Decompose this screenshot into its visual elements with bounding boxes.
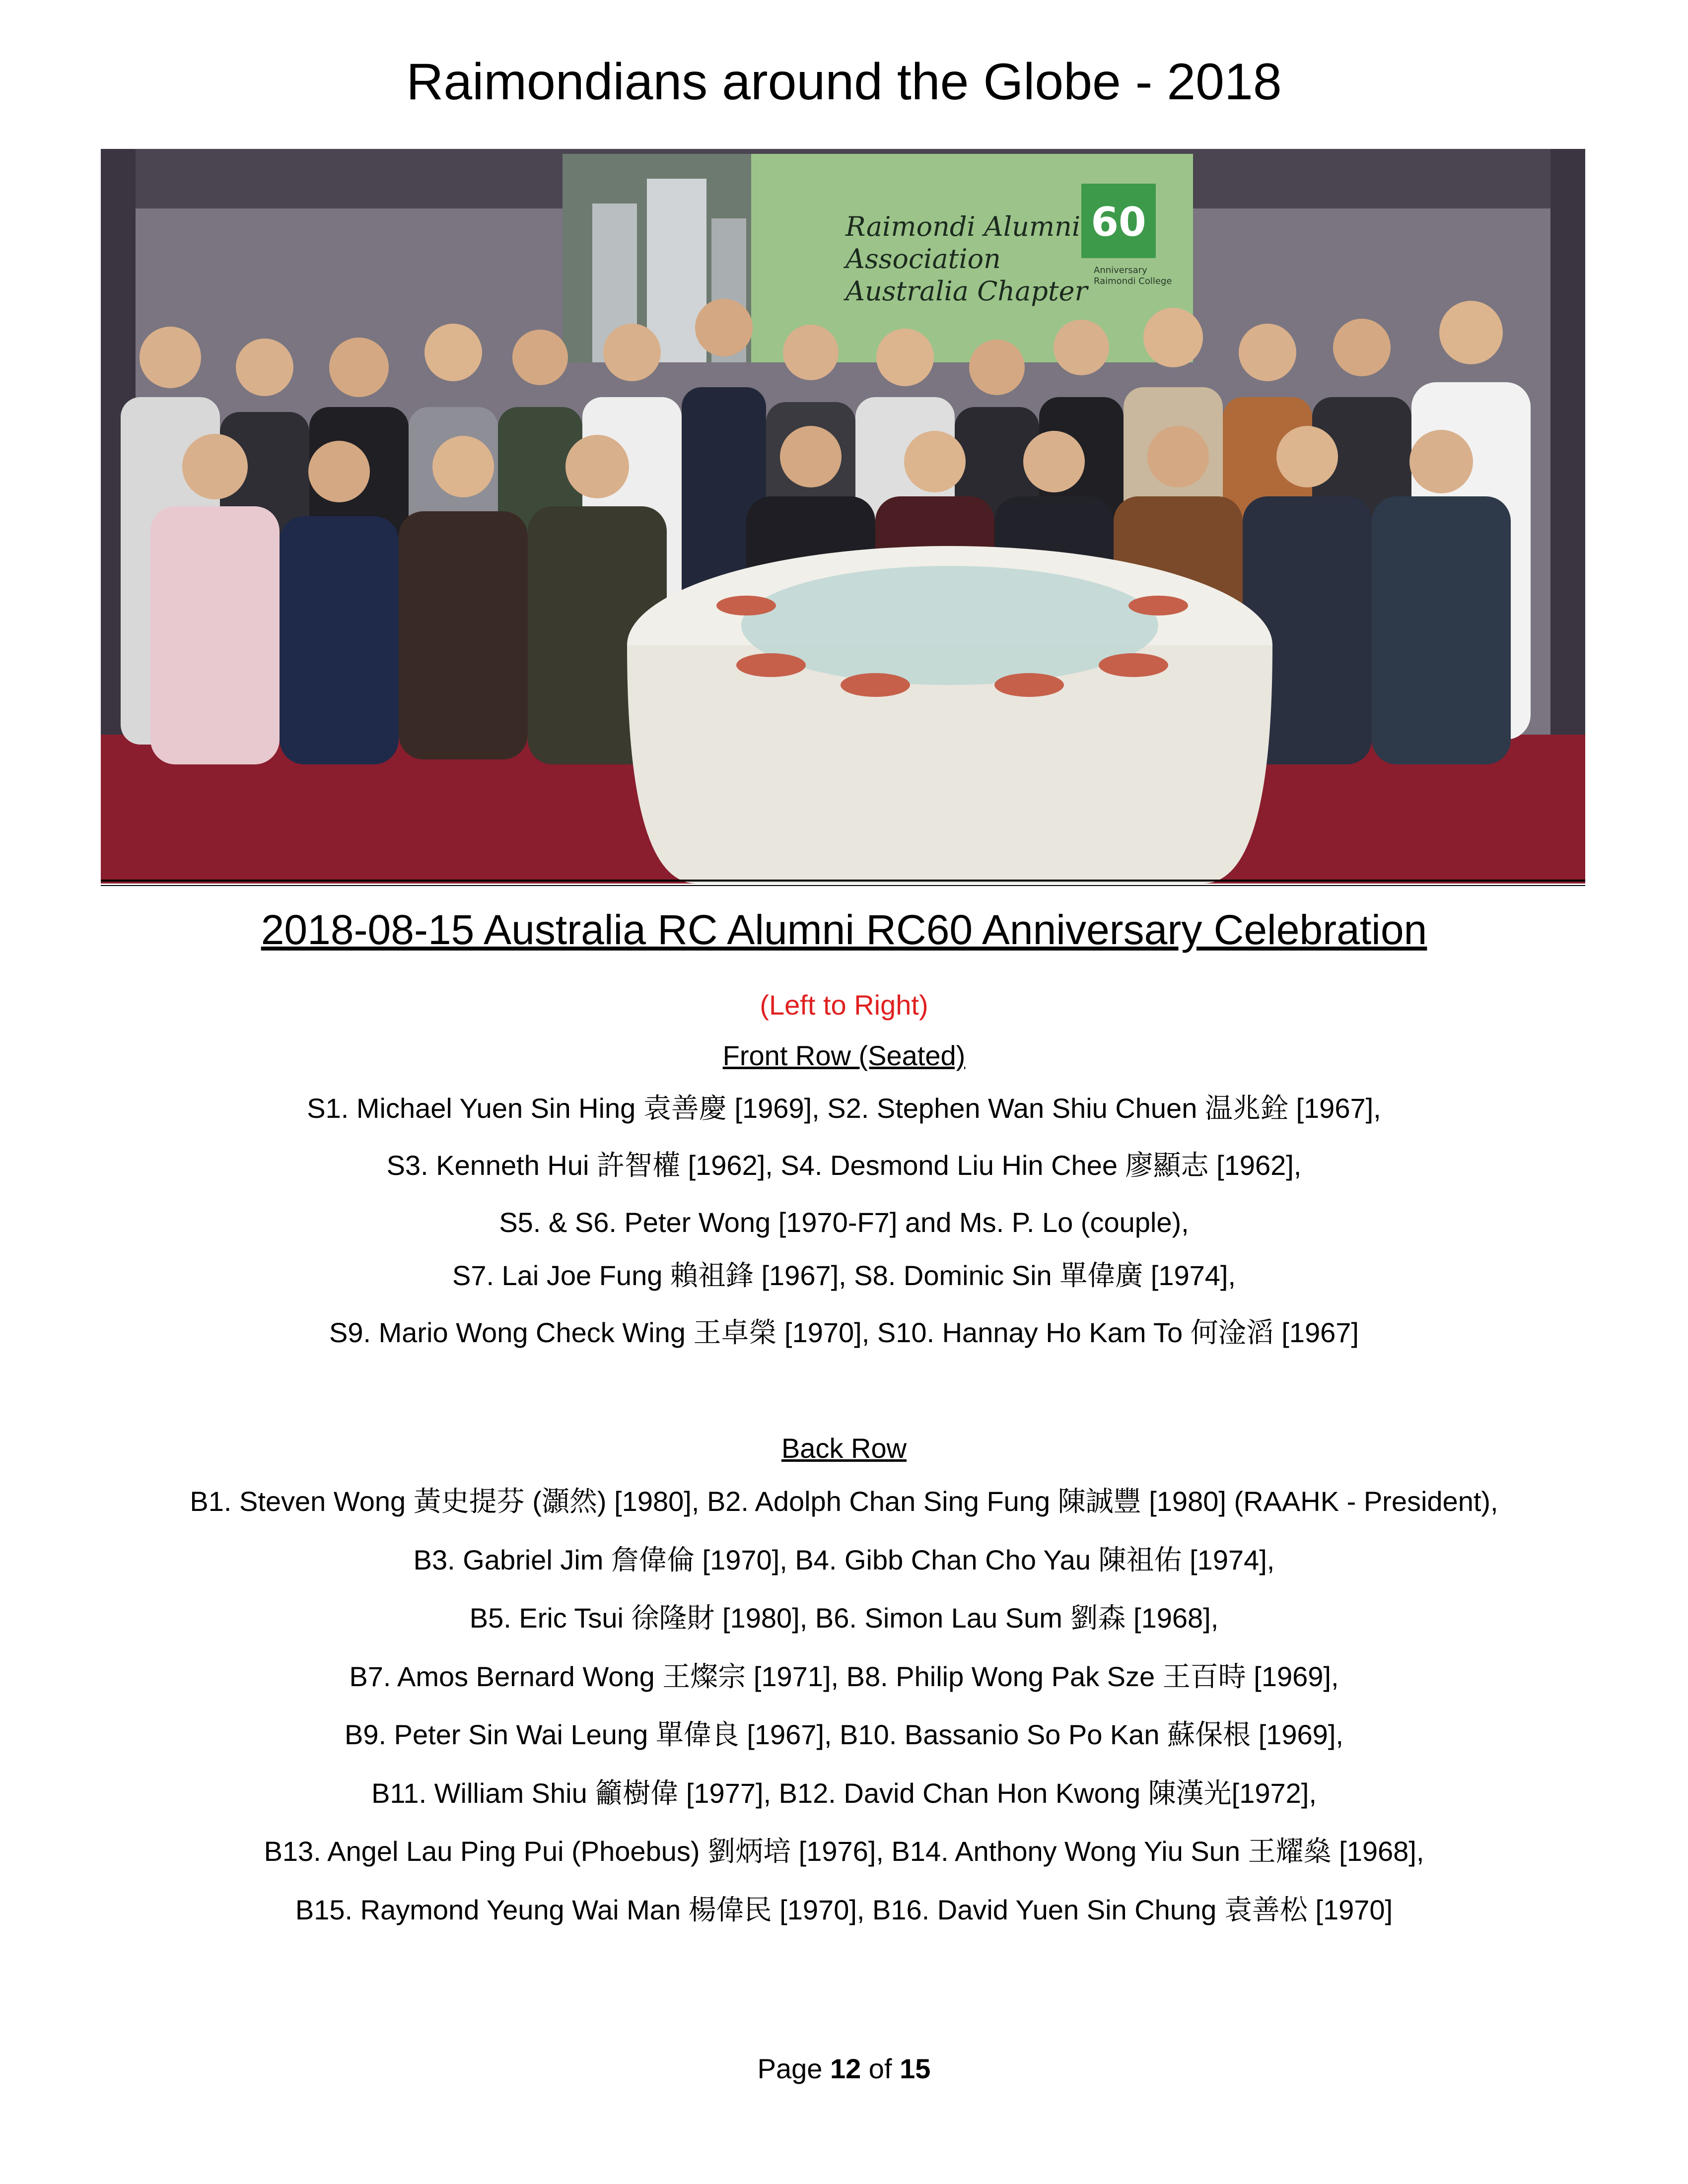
- divider-rule: [101, 880, 1585, 882]
- back-row-line: B13. Angel Lau Ping Pui (Phoebus) 劉炳培 [1976], B14. Anthony Wong Yiu Sun 王耀燊 [1968],: [264, 1836, 1424, 1867]
- back-row-line: B5. Eric Tsui 徐隆財 [1980], B6. Simon Lau Sum 劉森 [1968],: [469, 1602, 1219, 1634]
- banner-line-2: Association: [845, 243, 1001, 274]
- back-row-line: B11. William Shiu 籲樹偉 [1977], B12. David Chan Hon Kwong 陳漢光[1972],: [371, 1777, 1317, 1809]
- group-photo: [101, 149, 1585, 884]
- front-row-line: S1. Michael Yuen Sin Hing 袁善慶 [1969], S2. Stephen Wan Shiu Chuen 温兆銓 [1967],: [307, 1092, 1381, 1124]
- page-number: [0, 2051, 1688, 2086]
- logo-caption-2: Raimondi College: [1094, 276, 1172, 286]
- back-row-line: B7. Amos Bernard Wong 王燦宗 [1971], B8. Philip Wong Pak Sze 王百時 [1969],: [349, 1661, 1339, 1692]
- page-total: 15: [900, 2053, 931, 2084]
- banner-line-1: Raimondi Alumni: [845, 211, 1081, 242]
- back-row-line: B15. Raymond Yeung Wai Man 楊偉民 [1970], B16. David Yuen Sin Chung 袁善松 [1970]: [295, 1894, 1393, 1925]
- front-row-line: S7. Lai Joe Fung 賴祖鋒 [1967], S8. Dominic Sin 單偉廣 [1974],: [452, 1260, 1236, 1291]
- back-row-heading: Back Row: [781, 1433, 907, 1464]
- banner-line-3: Australia Chapter: [845, 275, 1088, 307]
- divider-rule: [101, 885, 1585, 886]
- banquet-table: [627, 546, 1272, 884]
- left-to-right-note: (Left to Right): [760, 989, 928, 1021]
- page-prefix: Page: [757, 2053, 830, 2084]
- back-row-line: B1. Steven Wong 黃史提芬 (灝然) [1980], B2. Adolph Chan Sing Fung 陳誠豐 [1980] (RAAHK - President),: [190, 1486, 1498, 1517]
- page-current: 12: [830, 2053, 861, 2084]
- back-row-line: B3. Gabriel Jim 詹偉倫 [1970], B4. Gibb Chan Cho Yau 陳祖佑 [1974],: [413, 1544, 1275, 1575]
- logo-caption-1: Anniversary: [1094, 265, 1147, 275]
- page-title: Raimondians around the Globe - 2018: [406, 53, 1282, 111]
- photo-caption: 2018-08-15 Australia RC Alumni RC60 Anniversary Celebration: [261, 906, 1427, 953]
- page-of: of: [861, 2053, 900, 2084]
- front-row-line: S3. Kenneth Hui 許智權 [1962], S4. Desmond Liu Hin Chee 廖顯志 [1962],: [386, 1150, 1302, 1181]
- front-row-line: S9. Mario Wong Check Wing 王卓榮 [1970], S10. Hannay Ho Kam To 何淦滔 [1967]: [329, 1317, 1359, 1348]
- front-row-line: S5. & S6. Peter Wong [1970-F7] and Ms. P. Lo (couple),: [499, 1207, 1189, 1238]
- front-row-heading: Front Row (Seated): [722, 1040, 966, 1071]
- rc60-logo: 60: [1091, 199, 1146, 245]
- back-row-line: B9. Peter Sin Wai Leung 單偉良 [1967], B10. Bassanio So Po Kan 蘇保根 [1969],: [345, 1719, 1343, 1750]
